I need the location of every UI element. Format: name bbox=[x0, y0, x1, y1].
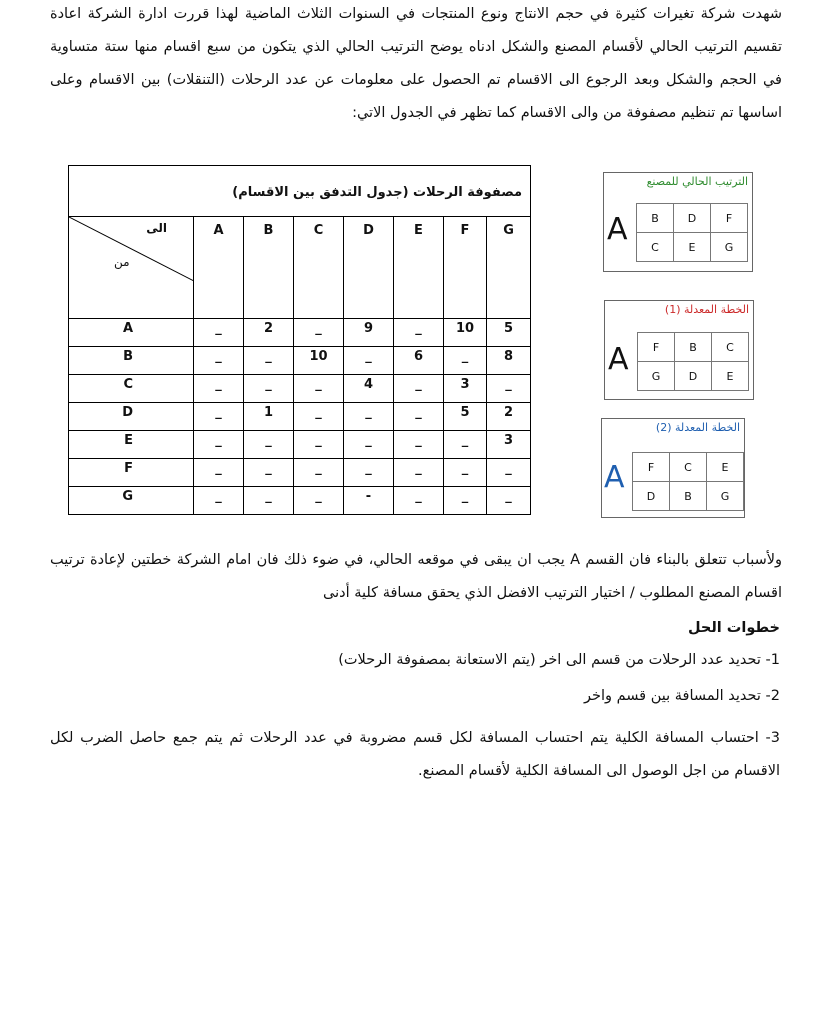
matrix-cell: 9 bbox=[344, 318, 394, 346]
solution-step: 3- احتساب المسافة الكلية يتم احتساب المسافة لكل قسم مضروبة في عدد الرحلات ثم يتم جمع حاصل الضرب لكل الاقسام من اجل الوصول الى المسافة الكلية لأقسام المصنع. bbox=[50, 730, 780, 779]
matrix-cell: _ bbox=[444, 486, 487, 514]
matrix-cell: _ bbox=[194, 402, 244, 430]
matrix-cell: 5 bbox=[444, 402, 487, 430]
from-label: من bbox=[114, 255, 130, 270]
matrix-cell: 10 bbox=[294, 346, 344, 374]
matrix-cell: _ bbox=[487, 458, 531, 486]
matrix-cell: _ bbox=[194, 318, 244, 346]
current-layout-title: الترتيب الحالي للمصنع bbox=[646, 175, 748, 188]
matrix-cell: - bbox=[344, 486, 394, 514]
matrix-cell: _ bbox=[394, 318, 444, 346]
matrix-cell: _ bbox=[487, 486, 531, 514]
matrix-cell: _ bbox=[487, 374, 531, 402]
row-header-a: A bbox=[69, 318, 194, 346]
matrix-cell: _ bbox=[194, 430, 244, 458]
layout-cell: G bbox=[707, 482, 744, 511]
dept-a-label: A bbox=[608, 342, 629, 377]
matrix-row bbox=[69, 374, 531, 402]
matrix-cell: _ bbox=[394, 486, 444, 514]
column-header-e: E bbox=[394, 217, 444, 318]
row-header-b: B bbox=[69, 346, 194, 374]
column-header-f: F bbox=[444, 217, 487, 318]
matrix-row bbox=[69, 318, 531, 346]
layout-cell: D bbox=[674, 204, 711, 233]
layout-cell: B bbox=[670, 482, 707, 511]
matrix-cell: _ bbox=[444, 346, 487, 374]
layout-cell: B bbox=[637, 204, 674, 233]
layout-cell: C bbox=[712, 333, 749, 362]
matrix-cell: _ bbox=[244, 346, 294, 374]
matrix-cell: _ bbox=[344, 458, 394, 486]
matrix-corner-cell bbox=[69, 217, 194, 318]
solution-step: 1- تحديد عدد الرحلات من قسم الى اخر (يتم الاستعانة بمصفوفة الرحلات) bbox=[338, 652, 780, 668]
matrix-row bbox=[69, 486, 531, 514]
matrix-cell: _ bbox=[244, 486, 294, 514]
row-header-f: F bbox=[69, 458, 194, 486]
plan1-layout-box bbox=[604, 300, 754, 400]
matrix-cell: _ bbox=[294, 374, 344, 402]
plan2-layout-box bbox=[601, 418, 745, 518]
matrix-header-row bbox=[69, 217, 531, 318]
solution-title: خطوات الحل bbox=[687, 620, 780, 636]
matrix-cell: _ bbox=[244, 374, 294, 402]
matrix-cell: _ bbox=[444, 458, 487, 486]
matrix-cell: _ bbox=[244, 430, 294, 458]
row-header-d: D bbox=[69, 402, 194, 430]
matrix-cell: _ bbox=[344, 402, 394, 430]
matrix-cell: _ bbox=[444, 430, 487, 458]
plan2-layout-title: الخطة المعدلة (2) bbox=[655, 421, 740, 434]
current-layout-box bbox=[603, 172, 753, 272]
column-header-b: B bbox=[244, 217, 294, 318]
matrix-cell: 2 bbox=[244, 318, 294, 346]
matrix-cell: 2 bbox=[487, 402, 531, 430]
matrix-cell: 8 bbox=[487, 346, 531, 374]
matrix-cell: _ bbox=[294, 430, 344, 458]
diagonal-divider bbox=[69, 217, 194, 281]
current-layout-grid bbox=[636, 203, 748, 262]
matrix-cell: 3 bbox=[487, 430, 531, 458]
matrix-cell: 1 bbox=[244, 402, 294, 430]
matrix-cell: _ bbox=[294, 402, 344, 430]
plan1-layout-grid bbox=[637, 332, 749, 391]
matrix-cell: _ bbox=[394, 430, 444, 458]
column-header-c: C bbox=[294, 217, 344, 318]
layout-cell: D bbox=[633, 482, 670, 511]
layout-cell: F bbox=[711, 204, 748, 233]
dept-a-label: A bbox=[607, 212, 628, 247]
matrix-cell: 5 bbox=[487, 318, 531, 346]
matrix-cell: 10 bbox=[444, 318, 487, 346]
intro-paragraph: شهدت شركة تغيرات كثيرة في حجم الانتاج ونوع المنتجات في السنوات الثلاث الماضية لهذا قررت ادارة الشركة اعادة تقسيم الترتيب الحالي لأقسام المصنع والشكل ادناه يوضح الترتيب الحالي الذي يتكون من سبع اقسام منها ستة متساوية في الحجم والشكل وبعد الرجوع الى الاقسام تم الحصول على معلومات عن عدد الرحلات (التنقلات) بين الاقسام وعلى اساسها تم تنظيم مصفوفة من والى الاقسام كما تظهر في الجدول الاتي: bbox=[50, 6, 782, 121]
matrix-row bbox=[69, 402, 531, 430]
matrix-cell: _ bbox=[244, 458, 294, 486]
layout-cell: E bbox=[707, 453, 744, 482]
matrix-row bbox=[69, 430, 531, 458]
matrix-cell: _ bbox=[394, 402, 444, 430]
row-header-c: C bbox=[69, 374, 194, 402]
matrix-row bbox=[69, 346, 531, 374]
matrix-cell: _ bbox=[394, 374, 444, 402]
layout-cell: D bbox=[675, 362, 712, 391]
reason-paragraph: ولأسباب تتعلق بالبناء فان القسم A يجب ان يبقى في موقعه الحالي، في ضوء ذلك فان امام الشركة خطتين لإعادة ترتيب اقسام المصنع المطلوب / اختيار الترتيب الافضل الذي يحقق مسافة كلية أدنى bbox=[50, 552, 782, 601]
plan1-layout-title: الخطة المعدلة (1) bbox=[664, 303, 749, 316]
dept-a-label: A bbox=[604, 460, 625, 495]
column-header-d: D bbox=[344, 217, 394, 318]
row-header-e: E bbox=[69, 430, 194, 458]
solution-step: 2- تحديد المسافة بين قسم واخر bbox=[583, 688, 780, 704]
matrix-cell: _ bbox=[194, 374, 244, 402]
column-header-a: A bbox=[194, 217, 244, 318]
to-label: الى bbox=[146, 221, 167, 236]
layout-cell: G bbox=[638, 362, 675, 391]
matrix-cell: _ bbox=[294, 486, 344, 514]
layout-cell: C bbox=[670, 453, 707, 482]
layout-cell: E bbox=[674, 233, 711, 262]
row-header-g: G bbox=[69, 486, 194, 514]
matrix-cell: _ bbox=[294, 318, 344, 346]
matrix-cell: _ bbox=[194, 458, 244, 486]
matrix-title: مصفوفة الرحلات (جدول التدفق بين الاقسام) bbox=[69, 166, 531, 217]
matrix-cell: 6 bbox=[394, 346, 444, 374]
layout-cell: G bbox=[711, 233, 748, 262]
layout-cell: C bbox=[637, 233, 674, 262]
matrix-cell: _ bbox=[194, 486, 244, 514]
matrix-cell: _ bbox=[194, 346, 244, 374]
trip-matrix-table bbox=[68, 165, 531, 515]
matrix-cell: _ bbox=[294, 458, 344, 486]
layout-cell: F bbox=[633, 453, 670, 482]
layout-cell: E bbox=[712, 362, 749, 391]
layout-cell: B bbox=[675, 333, 712, 362]
matrix-cell: 3 bbox=[444, 374, 487, 402]
plan2-layout-grid bbox=[632, 452, 744, 511]
matrix-row bbox=[69, 458, 531, 486]
matrix-cell: _ bbox=[344, 430, 394, 458]
matrix-cell: _ bbox=[394, 458, 444, 486]
matrix-cell: 4 bbox=[344, 374, 394, 402]
layout-cell: F bbox=[638, 333, 675, 362]
matrix-cell: _ bbox=[344, 346, 394, 374]
column-header-g: G bbox=[487, 217, 531, 318]
